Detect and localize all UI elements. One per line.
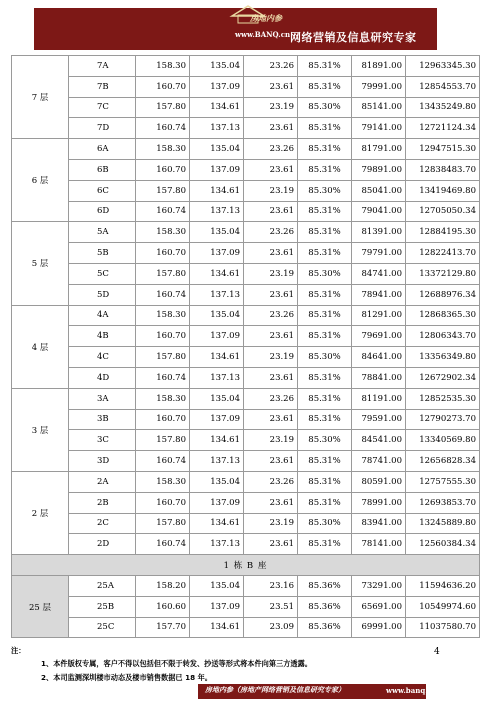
value-cell: 137.09 <box>190 159 244 180</box>
value-cell: 65691.00 <box>352 596 406 617</box>
unit-cell: 25C <box>69 617 136 638</box>
value-cell: 158.30 <box>136 56 190 77</box>
value-cell: 85.31% <box>298 534 352 555</box>
value-cell: 85.31% <box>298 243 352 264</box>
value-cell: 158.30 <box>136 222 190 243</box>
value-cell: 23.61 <box>244 201 298 222</box>
value-cell: 23.51 <box>244 596 298 617</box>
value-cell: 85.31% <box>298 201 352 222</box>
value-cell: 158.30 <box>136 139 190 160</box>
table-row <box>12 492 480 513</box>
footer-text: 房地内参（房地产网络营销及信息研究专家） <box>205 685 345 694</box>
value-cell: 12790273.70 <box>406 409 480 430</box>
value-cell: 137.09 <box>190 596 244 617</box>
unit-cell: 3C <box>69 430 136 451</box>
value-cell: 12884195.30 <box>406 222 480 243</box>
table-row <box>12 326 480 347</box>
value-cell: 85041.00 <box>352 180 406 201</box>
table-row <box>12 471 480 492</box>
value-cell: 137.13 <box>190 367 244 388</box>
unit-cell: 5D <box>69 284 136 305</box>
table-row <box>12 97 480 118</box>
value-cell: 160.70 <box>136 243 190 264</box>
value-cell: 23.61 <box>244 367 298 388</box>
value-cell: 137.09 <box>190 409 244 430</box>
page-number: 4 <box>434 647 440 657</box>
unit-cell: 2C <box>69 513 136 534</box>
value-cell: 78991.00 <box>352 492 406 513</box>
value-cell: 84741.00 <box>352 263 406 284</box>
value-cell: 158.30 <box>136 388 190 409</box>
table-row <box>12 263 480 284</box>
floor-label: 4 层 <box>12 305 69 388</box>
floor-label: 2 层 <box>12 471 69 554</box>
floor-label: 5 层 <box>12 222 69 305</box>
value-cell: 134.61 <box>190 347 244 368</box>
value-cell: 23.61 <box>244 451 298 472</box>
value-cell: 23.61 <box>244 118 298 139</box>
value-cell: 79591.00 <box>352 409 406 430</box>
value-cell: 23.61 <box>244 284 298 305</box>
value-cell: 79141.00 <box>352 118 406 139</box>
value-cell: 135.04 <box>190 575 244 596</box>
value-cell: 135.04 <box>190 388 244 409</box>
value-cell: 160.74 <box>136 534 190 555</box>
table-row <box>12 513 480 534</box>
value-cell: 157.80 <box>136 347 190 368</box>
value-cell: 160.74 <box>136 451 190 472</box>
value-cell: 11037580.70 <box>406 617 480 638</box>
value-cell: 158.20 <box>136 575 190 596</box>
unit-cell: 7D <box>69 118 136 139</box>
value-cell: 23.61 <box>244 326 298 347</box>
table-row <box>12 388 480 409</box>
value-cell: 81291.00 <box>352 305 406 326</box>
table-row <box>12 534 480 555</box>
value-cell: 85.31% <box>298 471 352 492</box>
value-cell: 85.36% <box>298 575 352 596</box>
value-cell: 85.31% <box>298 305 352 326</box>
value-cell: 13419469.80 <box>406 180 480 201</box>
value-cell: 23.09 <box>244 617 298 638</box>
value-cell: 12721124.34 <box>406 118 480 139</box>
unit-cell: 3A <box>69 388 136 409</box>
value-cell: 135.04 <box>190 56 244 77</box>
value-cell: 85.31% <box>298 139 352 160</box>
value-cell: 135.04 <box>190 222 244 243</box>
value-cell: 12656828.34 <box>406 451 480 472</box>
value-cell: 81891.00 <box>352 56 406 77</box>
value-cell: 160.74 <box>136 367 190 388</box>
value-cell: 23.61 <box>244 76 298 97</box>
value-cell: 160.74 <box>136 118 190 139</box>
value-cell: 134.61 <box>190 617 244 638</box>
value-cell: 85.36% <box>298 596 352 617</box>
value-cell: 137.13 <box>190 118 244 139</box>
table-row <box>12 139 480 160</box>
unit-cell: 25B <box>69 596 136 617</box>
value-cell: 85.31% <box>298 409 352 430</box>
value-cell: 23.61 <box>244 409 298 430</box>
value-cell: 23.26 <box>244 305 298 326</box>
value-cell: 134.61 <box>190 180 244 201</box>
value-cell: 23.19 <box>244 97 298 118</box>
value-cell: 85.30% <box>298 430 352 451</box>
section-header-row <box>12 555 480 576</box>
table-row <box>12 347 480 368</box>
value-cell: 13435249.80 <box>406 97 480 118</box>
value-cell: 160.70 <box>136 326 190 347</box>
value-cell: 83941.00 <box>352 513 406 534</box>
unit-cell: 2B <box>69 492 136 513</box>
value-cell: 78941.00 <box>352 284 406 305</box>
value-cell: 12963345.30 <box>406 56 480 77</box>
floor-label: 3 层 <box>12 388 69 471</box>
value-cell: 23.26 <box>244 388 298 409</box>
value-cell: 10549974.60 <box>406 596 480 617</box>
value-cell: 78841.00 <box>352 367 406 388</box>
value-cell: 158.30 <box>136 305 190 326</box>
unit-cell: 6C <box>69 180 136 201</box>
value-cell: 12757555.30 <box>406 471 480 492</box>
unit-cell: 5B <box>69 243 136 264</box>
value-cell: 85.31% <box>298 284 352 305</box>
floor-label: 6 层 <box>12 139 69 222</box>
value-cell: 85.31% <box>298 76 352 97</box>
table-row <box>12 305 480 326</box>
value-cell: 85.31% <box>298 159 352 180</box>
value-cell: 85.31% <box>298 388 352 409</box>
value-cell: 85.31% <box>298 326 352 347</box>
logo-url: www.BANQ.cn <box>235 30 291 39</box>
value-cell: 137.09 <box>190 492 244 513</box>
unit-cell: 5A <box>69 222 136 243</box>
value-cell: 85.31% <box>298 222 352 243</box>
value-cell: 79041.00 <box>352 201 406 222</box>
value-cell: 23.16 <box>244 575 298 596</box>
value-cell: 85.30% <box>298 513 352 534</box>
value-cell: 12838483.70 <box>406 159 480 180</box>
unit-cell: 4A <box>69 305 136 326</box>
value-cell: 23.26 <box>244 222 298 243</box>
price-table <box>11 55 480 638</box>
unit-cell: 3B <box>69 409 136 430</box>
value-cell: 12693853.70 <box>406 492 480 513</box>
unit-cell: 7B <box>69 76 136 97</box>
table-row <box>12 201 480 222</box>
header-tagline: 网络营销及信息研究专家 <box>290 31 417 44</box>
value-cell: 12947515.30 <box>406 139 480 160</box>
value-cell: 157.80 <box>136 430 190 451</box>
value-cell: 137.09 <box>190 243 244 264</box>
value-cell: 23.19 <box>244 263 298 284</box>
unit-cell: 6B <box>69 159 136 180</box>
value-cell: 137.13 <box>190 534 244 555</box>
value-cell: 84641.00 <box>352 347 406 368</box>
value-cell: 81391.00 <box>352 222 406 243</box>
unit-cell: 4D <box>69 367 136 388</box>
value-cell: 85.30% <box>298 180 352 201</box>
value-cell: 23.61 <box>244 159 298 180</box>
value-cell: 85141.00 <box>352 97 406 118</box>
value-cell: 157.80 <box>136 97 190 118</box>
unit-cell: 4B <box>69 326 136 347</box>
value-cell: 84541.00 <box>352 430 406 451</box>
value-cell: 79891.00 <box>352 159 406 180</box>
value-cell: 23.26 <box>244 56 298 77</box>
value-cell: 160.70 <box>136 159 190 180</box>
table-row <box>12 596 480 617</box>
value-cell: 160.70 <box>136 76 190 97</box>
unit-cell: 2A <box>69 471 136 492</box>
unit-cell: 2D <box>69 534 136 555</box>
unit-cell: 3D <box>69 451 136 472</box>
value-cell: 85.36% <box>298 617 352 638</box>
table-row <box>12 575 480 596</box>
value-cell: 85.31% <box>298 118 352 139</box>
value-cell: 81191.00 <box>352 388 406 409</box>
floor-label: 25 层 <box>12 575 69 637</box>
value-cell: 80591.00 <box>352 471 406 492</box>
value-cell: 137.13 <box>190 284 244 305</box>
value-cell: 137.09 <box>190 76 244 97</box>
value-cell: 85.31% <box>298 56 352 77</box>
table-row <box>12 243 480 264</box>
value-cell: 23.19 <box>244 513 298 534</box>
value-cell: 85.31% <box>298 367 352 388</box>
value-cell: 85.31% <box>298 451 352 472</box>
value-cell: 12672902.34 <box>406 367 480 388</box>
table-row <box>12 409 480 430</box>
table-row <box>12 367 480 388</box>
value-cell: 23.61 <box>244 534 298 555</box>
notes-heading: 注： <box>11 646 26 655</box>
value-cell: 13356349.80 <box>406 347 480 368</box>
value-cell: 78141.00 <box>352 534 406 555</box>
footer-url: www.banq.cn <box>386 686 438 695</box>
value-cell: 12560384.34 <box>406 534 480 555</box>
unit-cell: 25A <box>69 575 136 596</box>
value-cell: 23.61 <box>244 243 298 264</box>
value-cell: 134.61 <box>190 513 244 534</box>
floor-label: 7 层 <box>12 56 69 139</box>
value-cell: 12854553.70 <box>406 76 480 97</box>
value-cell: 11594636.20 <box>406 575 480 596</box>
value-cell: 134.61 <box>190 97 244 118</box>
value-cell: 12806343.70 <box>406 326 480 347</box>
value-cell: 135.04 <box>190 305 244 326</box>
value-cell: 134.61 <box>190 263 244 284</box>
table-row <box>12 222 480 243</box>
value-cell: 137.13 <box>190 201 244 222</box>
value-cell: 13372129.80 <box>406 263 480 284</box>
value-cell: 13340569.80 <box>406 430 480 451</box>
table-row <box>12 430 480 451</box>
value-cell: 12688976.34 <box>406 284 480 305</box>
table-row <box>12 284 480 305</box>
value-cell: 157.80 <box>136 513 190 534</box>
value-cell: 13245889.80 <box>406 513 480 534</box>
value-cell: 134.61 <box>190 430 244 451</box>
value-cell: 160.70 <box>136 409 190 430</box>
value-cell: 12822413.70 <box>406 243 480 264</box>
value-cell: 85.30% <box>298 347 352 368</box>
value-cell: 12705050.34 <box>406 201 480 222</box>
value-cell: 135.04 <box>190 139 244 160</box>
value-cell: 157.70 <box>136 617 190 638</box>
value-cell: 12868365.30 <box>406 305 480 326</box>
table-row <box>12 118 480 139</box>
value-cell: 23.61 <box>244 492 298 513</box>
unit-cell: 6A <box>69 139 136 160</box>
value-cell: 137.13 <box>190 451 244 472</box>
value-cell: 85.31% <box>298 492 352 513</box>
value-cell: 23.19 <box>244 430 298 451</box>
value-cell: 23.26 <box>244 471 298 492</box>
value-cell: 85.30% <box>298 97 352 118</box>
value-cell: 79691.00 <box>352 326 406 347</box>
unit-cell: 6D <box>69 201 136 222</box>
table-row <box>12 180 480 201</box>
value-cell: 69991.00 <box>352 617 406 638</box>
logo-text: 房地内参 <box>250 13 282 23</box>
unit-cell: 5C <box>69 263 136 284</box>
value-cell: 157.80 <box>136 263 190 284</box>
value-cell: 12852535.30 <box>406 388 480 409</box>
table-row <box>12 76 480 97</box>
value-cell: 23.19 <box>244 347 298 368</box>
value-cell: 79791.00 <box>352 243 406 264</box>
table-row <box>12 617 480 638</box>
value-cell: 135.04 <box>190 471 244 492</box>
unit-cell: 7C <box>69 97 136 118</box>
value-cell: 160.60 <box>136 596 190 617</box>
value-cell: 158.30 <box>136 471 190 492</box>
value-cell: 157.80 <box>136 180 190 201</box>
value-cell: 81791.00 <box>352 139 406 160</box>
value-cell: 23.26 <box>244 139 298 160</box>
unit-cell: 4C <box>69 347 136 368</box>
section-title: 1 栋 B 座 <box>12 555 480 576</box>
note-item: 1、本件版权专属，客户不得以包括但不限于转发、抄送等形式将本件向第三方透露。 <box>41 659 312 668</box>
value-cell: 85.30% <box>298 263 352 284</box>
value-cell: 73291.00 <box>352 575 406 596</box>
value-cell: 137.09 <box>190 326 244 347</box>
note-item: 2、本司监测深圳楼市动态及楼市销售数据已 18 年。 <box>41 673 212 682</box>
table-row <box>12 56 480 77</box>
value-cell: 78741.00 <box>352 451 406 472</box>
value-cell: 160.74 <box>136 284 190 305</box>
value-cell: 79991.00 <box>352 76 406 97</box>
unit-cell: 7A <box>69 56 136 77</box>
value-cell: 160.70 <box>136 492 190 513</box>
table-row <box>12 451 480 472</box>
footer-divider <box>198 697 426 699</box>
value-cell: 23.19 <box>244 180 298 201</box>
value-cell: 160.74 <box>136 201 190 222</box>
table-row <box>12 159 480 180</box>
